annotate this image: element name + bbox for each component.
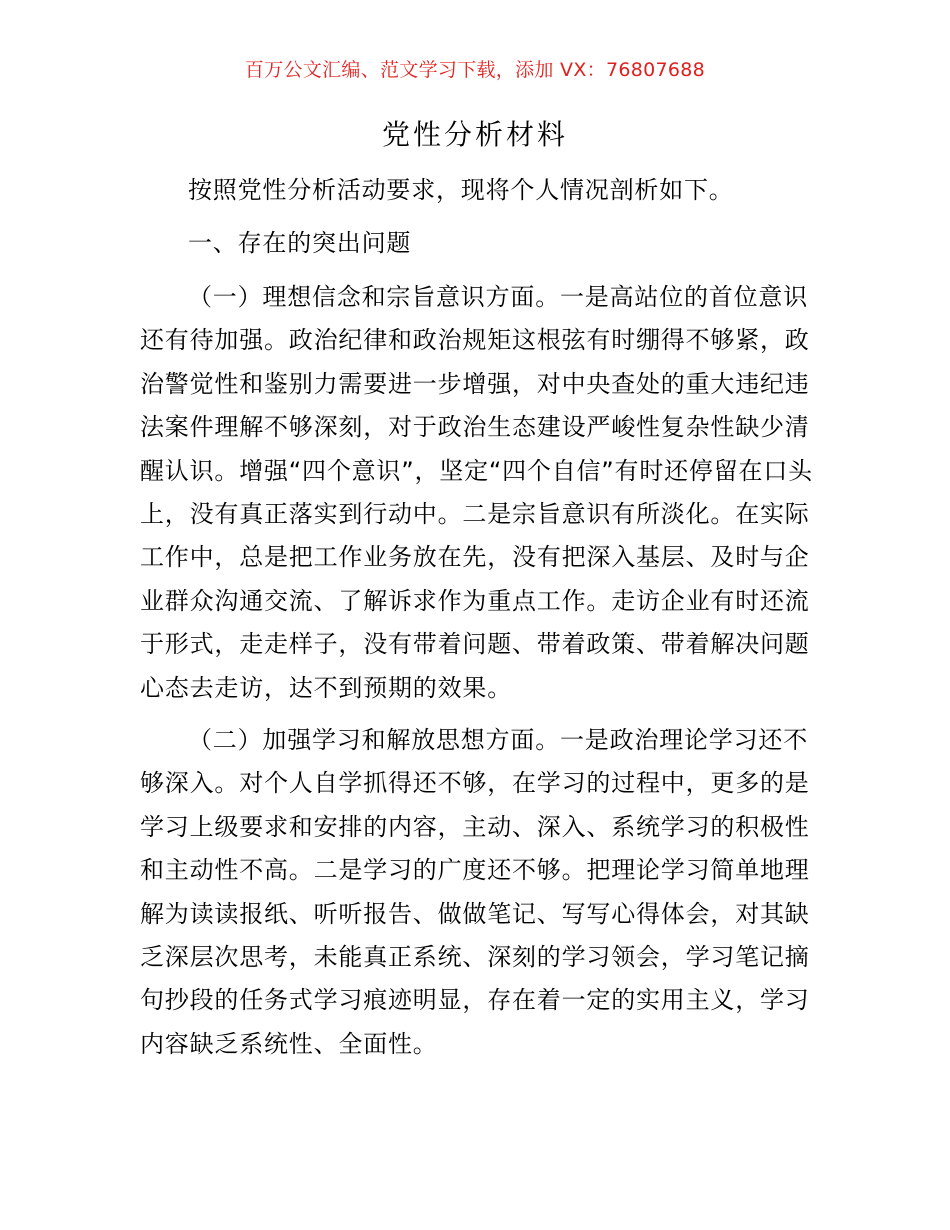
header-promo-text: 百万公文汇编、范文学习下载，添加 VX：76807688: [244, 59, 706, 81]
intro-paragraph: 按照党性分析活动要求，现将个人情况剖析如下。: [188, 176, 734, 204]
section-heading: 一、存在的突出问题: [188, 229, 412, 257]
document-title: 党性分析材料: [381, 118, 568, 151]
body-paragraph-2: （二）加强学习和解放思想方面。一是政治理论学习还不够深入。对个人自学抓得还不够，在学习的过程中，更多的是学习上级要求和安排的内容，主动、深入、系统学习的积极性和主动性不高。二是学习的广度还不够。把理论学习简单地理解为读读报纸、听听报告、做做笔记、写写心得体会，对其缺乏深层次思考，未能真正系统、深刻的学习领会，学习笔记摘句抄段的任务式学习痕迹明显，存在着一定的实用主义，学习内容缺乏系统性、全面性。: [140, 726, 810, 1058]
body-paragraph-1: （一）理想信念和宗旨意识方面。一是高站位的首位意识还有待加强。政治纪律和政治规矩这根弦有时绷得不够紧，政治警觉性和鉴别力需要进一步增强，对中央查处的重大违纪违法案件理解不够深刻，对于政治生态建设严峻性复杂性缺少清醒认识。增强“四个意识”，坚定“四个自信”有时还停留在口头上，没有真正落实到行动中。二是宗旨意识有所淡化。在实际工作中，总是把工作业务放在先，没有把深入基层、及时与企业群众沟通交流、了解诉求作为重点工作。走访企业有时还流于形式，走走样子，没有带着问题、带着政策、带着解决问题心态去走访，达不到预期的效果。: [140, 283, 813, 702]
